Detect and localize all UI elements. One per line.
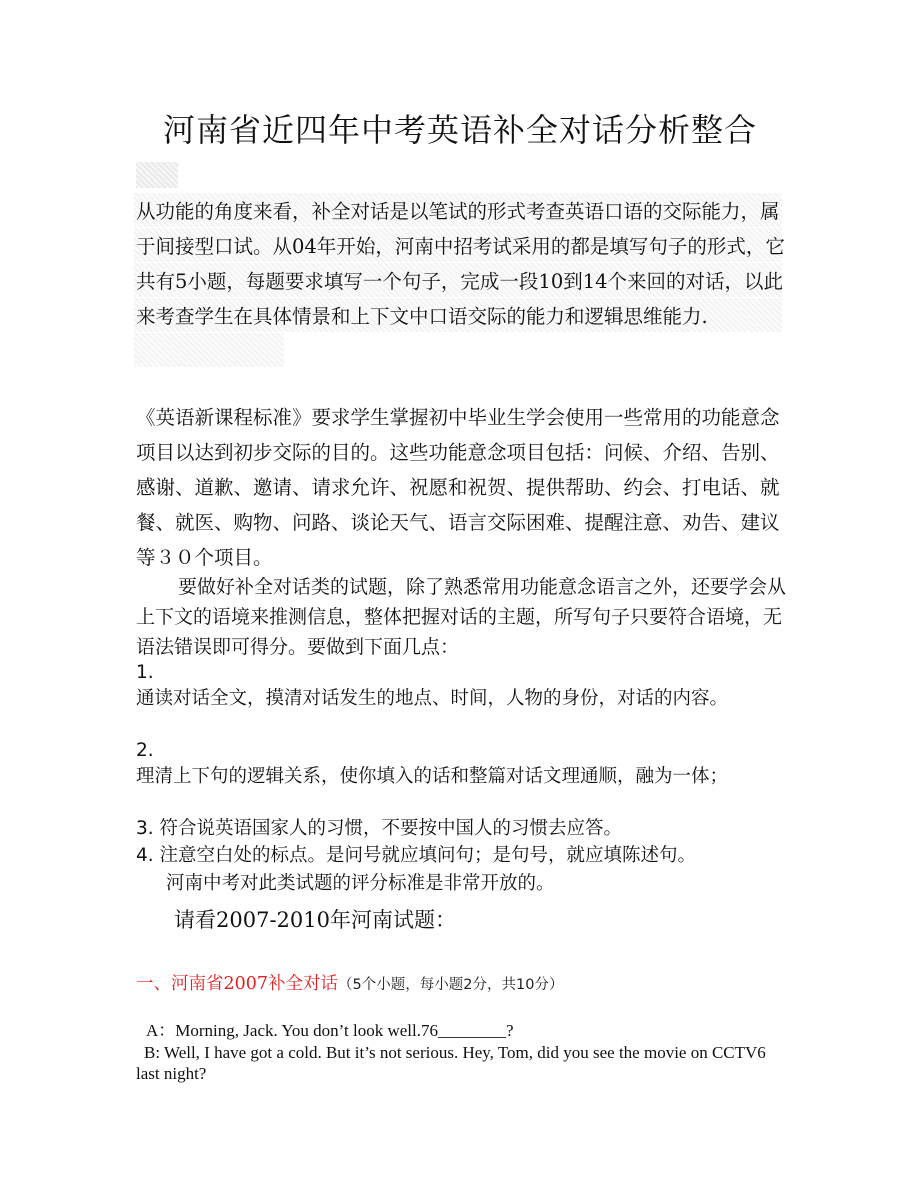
title-shade-mark	[136, 162, 178, 188]
point-1	[136, 660, 786, 712]
dialog-line-b: B: Well, I have got a cold. But it’s not serious. Hey, Tom, did you see the movie on CCTV6 last night?	[136, 1043, 766, 1083]
point-text: 通读对话全文，摸清对话发生的地点、时间，人物的身份，对话的内容。	[136, 688, 729, 709]
point-2	[136, 738, 786, 790]
scoring-line: 河南中考对此类试题的评分标准是非常开放的。	[166, 873, 555, 894]
advice-paragraph: 要做好补全对话类的试题，除了熟悉常用功能意念语言之外，还要学会从上下文的语境来推测信息，整体把握对话的主题，所写句子只要符合语境，无语法错误即可得分。要做到下面几点：	[136, 576, 787, 658]
point-3: 3. 符合说英语国家人的习惯，不要按中国人的习惯去应答。	[136, 818, 623, 839]
answer-blank: ________	[438, 1021, 506, 1040]
dialog-line-a	[146, 1020, 786, 1041]
standards-paragraph: 《英语新课程标准》要求学生掌握初中毕业生学会使用一些常用的功能意念项目以达到初步交际的目的。这些功能意念项目包括：问候、介绍、告别、感谢、道歉、邀请、请求允许、祝愿和祝贺、提供帮助、约会、打电话、就餐、就医、购物、问路、谈论天气、语言交际困难、提醒注意、劝告、建议等３０个项目。	[136, 406, 780, 569]
section-heading	[136, 972, 563, 997]
point-number: 2.	[136, 740, 154, 761]
intro-paragraph: 从功能的角度来看，补全对话是以笔试的形式考查英语口语的交际能力，属于间接型口试。从04年开始，河南中招考试采用的都是填写句子的形式，它共有5小题，每题要求填写一个句子，完成一段10到14个来回的对话，以此来考查学生在具体情景和上下文中口语交际的能力和逻辑思维能力.	[136, 200, 785, 328]
section-label: 一、河南省2007补全对话	[136, 974, 339, 994]
document-title: 河南省近四年中考英语补全对话分析整合	[162, 111, 757, 149]
dialog-text: A：Morning, Jack. You don’t look well.76	[146, 1021, 438, 1040]
point-number: 1.	[136, 662, 154, 683]
point-4: 4. 注意空白处的标点。是问号就应填问句；是句号，就应填陈述句。	[136, 845, 697, 866]
shade-line	[134, 333, 284, 367]
dialog-end: ?	[506, 1021, 514, 1040]
examples-heading: 请看2007-2010年河南试题：	[174, 908, 456, 932]
section-note: （5个小题，每小题2分，共10分）	[338, 977, 564, 993]
point-text: 理清上下句的逻辑关系，使你填入的话和整篇对话文理通顺，融为一体；	[136, 766, 729, 787]
